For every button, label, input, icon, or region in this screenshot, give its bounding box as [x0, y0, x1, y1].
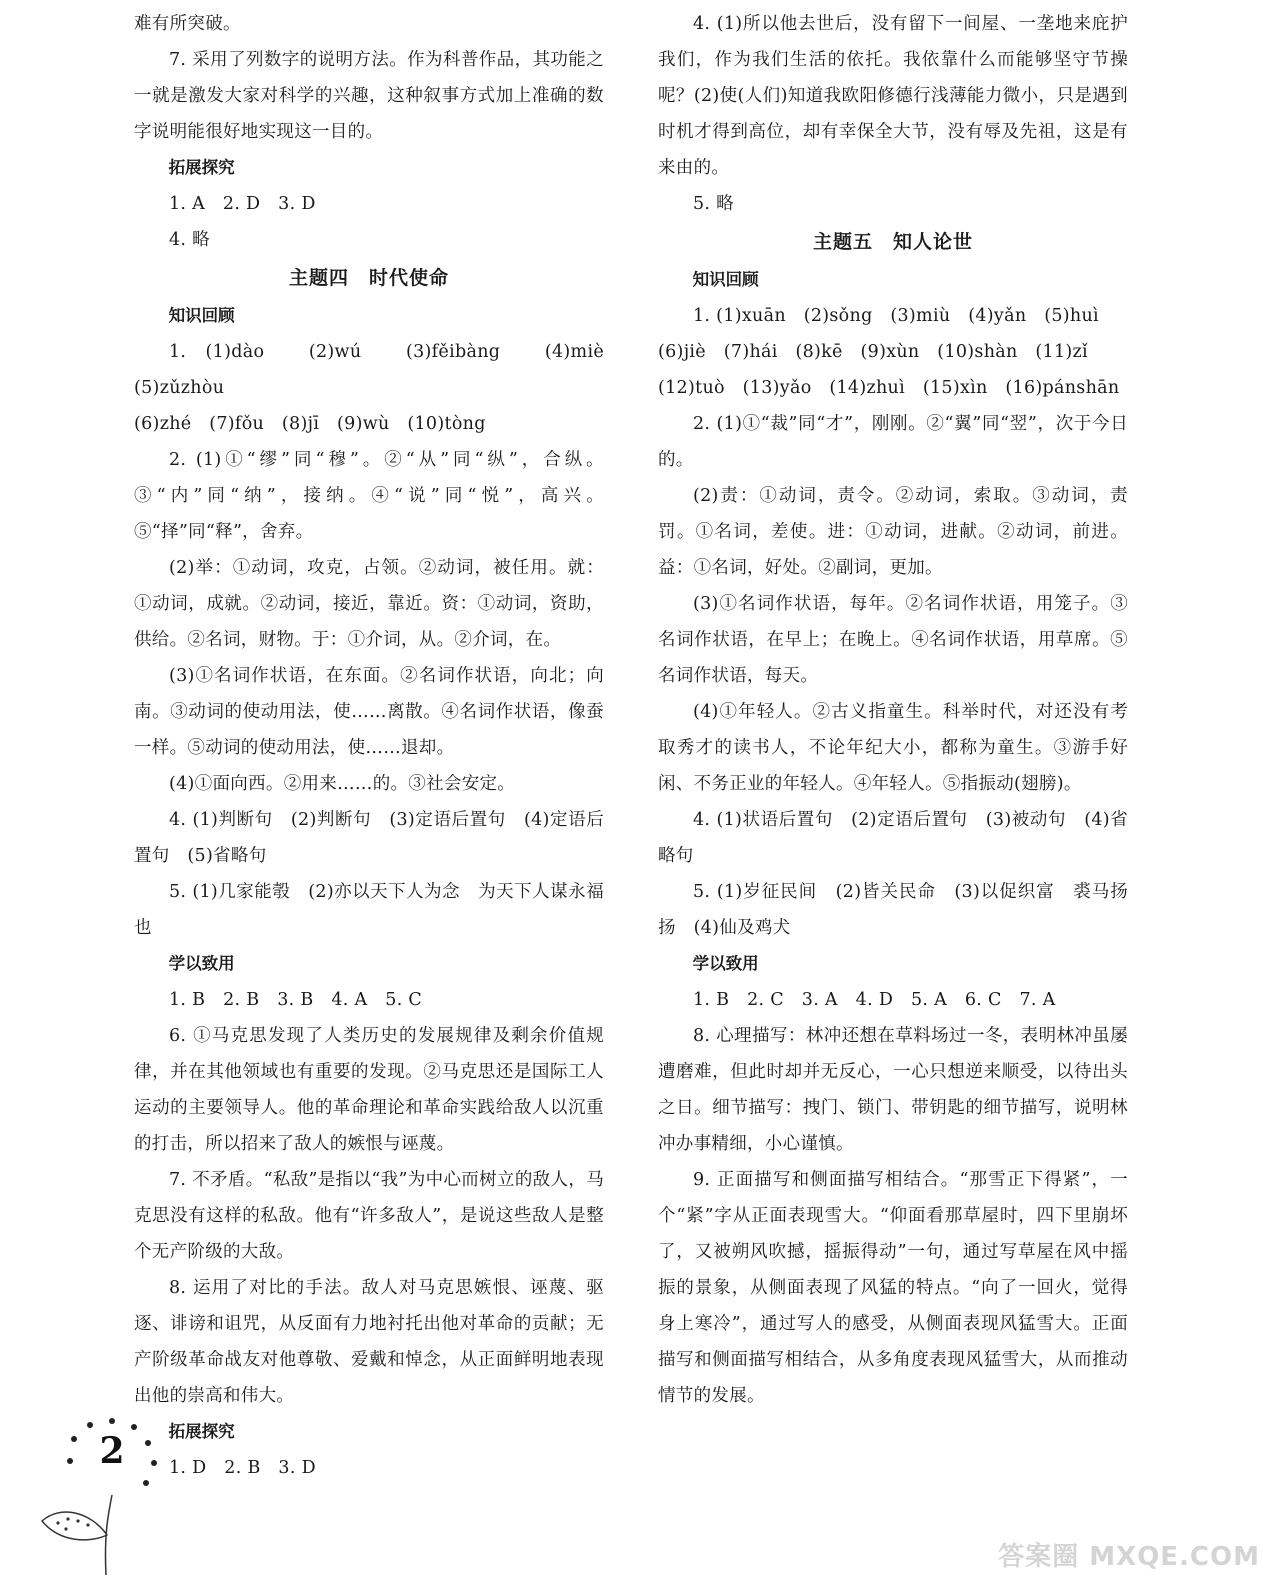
section-subheading: 学以致用 [168, 954, 235, 973]
answer-paragraph: (2)举：①动词，攻克，占领。②动词，被任用。就：①动词，成就。②动词，接近，靠近。资：①动词，资助，供给。②名词，财物。于：①介词，从。②介词，在。 [134, 558, 604, 650]
section-title: 主题五 知人论世 [812, 231, 973, 253]
right-column [658, 6, 1128, 1414]
section-subheading: 拓展探究 [168, 1422, 235, 1441]
section-subheading: 知识回顾 [168, 306, 235, 325]
answer-paragraph: 4. (1)所以他去世后，没有留下一间屋、一垄地来庇护我们，作为我们生活的依托。我依靠什么而能够坚守节操呢？(2)使(人们)知道我欧阳修德行浅薄能力微小，只是遇到时机才得到高位，却有幸保全大节，没有辱及先祖，这是有来由的。 [658, 14, 1128, 178]
answer-paragraph: 4. (1)状语后置句 (2)定语后置句 (3)被动句 (4)省略句 [658, 810, 1128, 866]
page-number: 2 [99, 1430, 125, 1472]
answer-paragraph: (4)①年轻人。②古义指童生。科举时代，对还没有考取秀才的读书人，不论年纪大小，都称为童生。③游手好闲、不务正业的年轻人。④年轻人。⑤指振动(翅膀)。 [658, 702, 1128, 794]
answer-paragraph: 5. 略 [693, 194, 734, 214]
section-subheading: 学以致用 [692, 954, 759, 973]
section-subheading: 拓展探究 [168, 158, 235, 177]
answer-paragraph: 2. (1)①“缪”同“穆”。②“从”同“纵”，合纵。③“内”同“纳”，接纳。④“说”同“悦”，高兴。⑤“择”同“释”，舍弃。 [134, 450, 604, 542]
section-subheading: 知识回顾 [692, 270, 759, 289]
answer-paragraph: 8. 运用了对比的手法。敌人对马克思嫉恨、诬蔑、驱逐、诽谤和诅咒，从反面有力地衬托出他对革命的贡献；无产阶级革命战友对他尊敬、爱戴和悼念，从正面鲜明地表现出他的崇高和伟大。 [134, 1278, 604, 1406]
answer-paragraph: 8. 心理描写：林冲还想在草料场过一冬，表明林冲虽屡遭磨难，但此时却并无反心，一心只想逆来顺受，以待出头之日。细节描写：拽门、锁门、带钥匙的细节描写，说明林冲办事精细，小心谨慎。 [658, 1026, 1128, 1154]
answer-paragraph: (4)①面向西。②用来……的。③社会安定。 [169, 774, 516, 794]
answer-paragraph: 9. 正面描写和侧面描写相结合。“那雪正下得紧”，一个“紧”字从正面表现雪大。“仰面看那草屋时，四下里崩坏了，又被朔风吹撼，摇振得动”一句，通过写草屋在风中摇振的景象，从侧面表现了风猛的特点。“向了一回火，觉得身上寒冷”，通过写人的感受，从侧面表现风猛雪大。正面描写和侧面描写相结合，从多角度表现风猛雪大，从而推动情节的发展。 [658, 1170, 1128, 1406]
answer-paragraph: (6)jiè (7)hái (8)kē (9)xùn (10)shàn (11)zǐ [658, 342, 1088, 362]
answer-paragraph: 1. (1)xuān (2)sǒng (3)miù (4)yǎn (5)huì [693, 306, 1099, 326]
answer-paragraph: 难有所突破。 [134, 14, 241, 34]
answer-paragraph: (2)责：①动词，责令。②动词，索取。③动词，责罚。①名词，差使。进：①动词，进献。②动词，前进。益：①名词，好处。②副词，更加。 [658, 486, 1128, 578]
page-number-ornament [30, 1415, 170, 1581]
answer-paragraph: 1. D 2. B 3. D [169, 1458, 316, 1478]
watermark-logo: 答案圈 MXQE.COM [998, 1542, 1260, 1572]
answer-paragraph: (3)①名词作状语，在东面。②名词作状语，向北；向南。③动词的使动用法，使……离散。④名词作状语，像蚕一样。⑤动词的使动用法，使……退却。 [134, 666, 604, 758]
answer-paragraph: 4. 略 [169, 230, 210, 250]
answer-paragraph: (12)tuò (13)yǎo (14)zhuì (15)xìn (16)pánshān [658, 378, 1120, 398]
answer-paragraph: 5. (1)岁征民间 (2)皆关民命 (3)以促织富 裘马扬扬 (4)仙及鸡犬 [658, 882, 1128, 938]
answer-paragraph: (3)①名词作状语，每年。②名词作状语，用笼子。③名词作状语，在早上；在晚上。④名词作状语，用草席。⑤名词作状语，每天。 [658, 594, 1128, 686]
section-title: 主题四 时代使命 [288, 267, 449, 289]
answer-paragraph: 4. (1)判断句 (2)判断句 (3)定语后置句 (4)定语后置句 (5)省略句 [134, 810, 604, 866]
answer-paragraph: 2. (1)①“裁”同“才”，刚刚。②“翼”同“翌”，次于今日的。 [658, 414, 1128, 470]
answer-paragraph: 1. A 2. D 3. D [169, 194, 316, 214]
answer-paragraph: 1. B 2. B 3. B 4. A 5. C [169, 990, 423, 1010]
answer-paragraph: 7. 采用了列数字的说明方法。作为科普作品，其功能之一就是激发大家对科学的兴趣，这种叙事方式加上准确的数字说明能很好地实现这一目的。 [134, 50, 604, 142]
answer-paragraph: 5. (1)几家能彀 (2)亦以天下人为念 为天下人谋永福也 [134, 882, 604, 938]
answer-paragraph: 6. ①马克思发现了人类历史的发展规律及剩余价值规律，并在其他领域也有重要的发现。②马克思还是国际工人运动的主要领导人。他的革命理论和革命实践给敌人以沉重的打击，所以招来了敌人的嫉恨与诬蔑。 [134, 1026, 604, 1154]
answer-paragraph: 7. 不矛盾。“私敌”是指以“我”为中心而树立的敌人，马克思没有这样的私敌。他有“许多敌人”，是说这些敌人是整个无产阶级的大敌。 [134, 1170, 604, 1262]
answer-paragraph: 1. (1)dào (2)wú (3)fěibàng (4)miè (5)zǔzhòu [134, 342, 622, 398]
answer-paragraph: 1. B 2. C 3. A 4. D 5. A 6. C 7. A [693, 990, 1056, 1010]
left-column [134, 6, 622, 1486]
answer-paragraph: (6)zhé (7)fǒu (8)jī (9)wù (10)tòng [134, 414, 486, 434]
